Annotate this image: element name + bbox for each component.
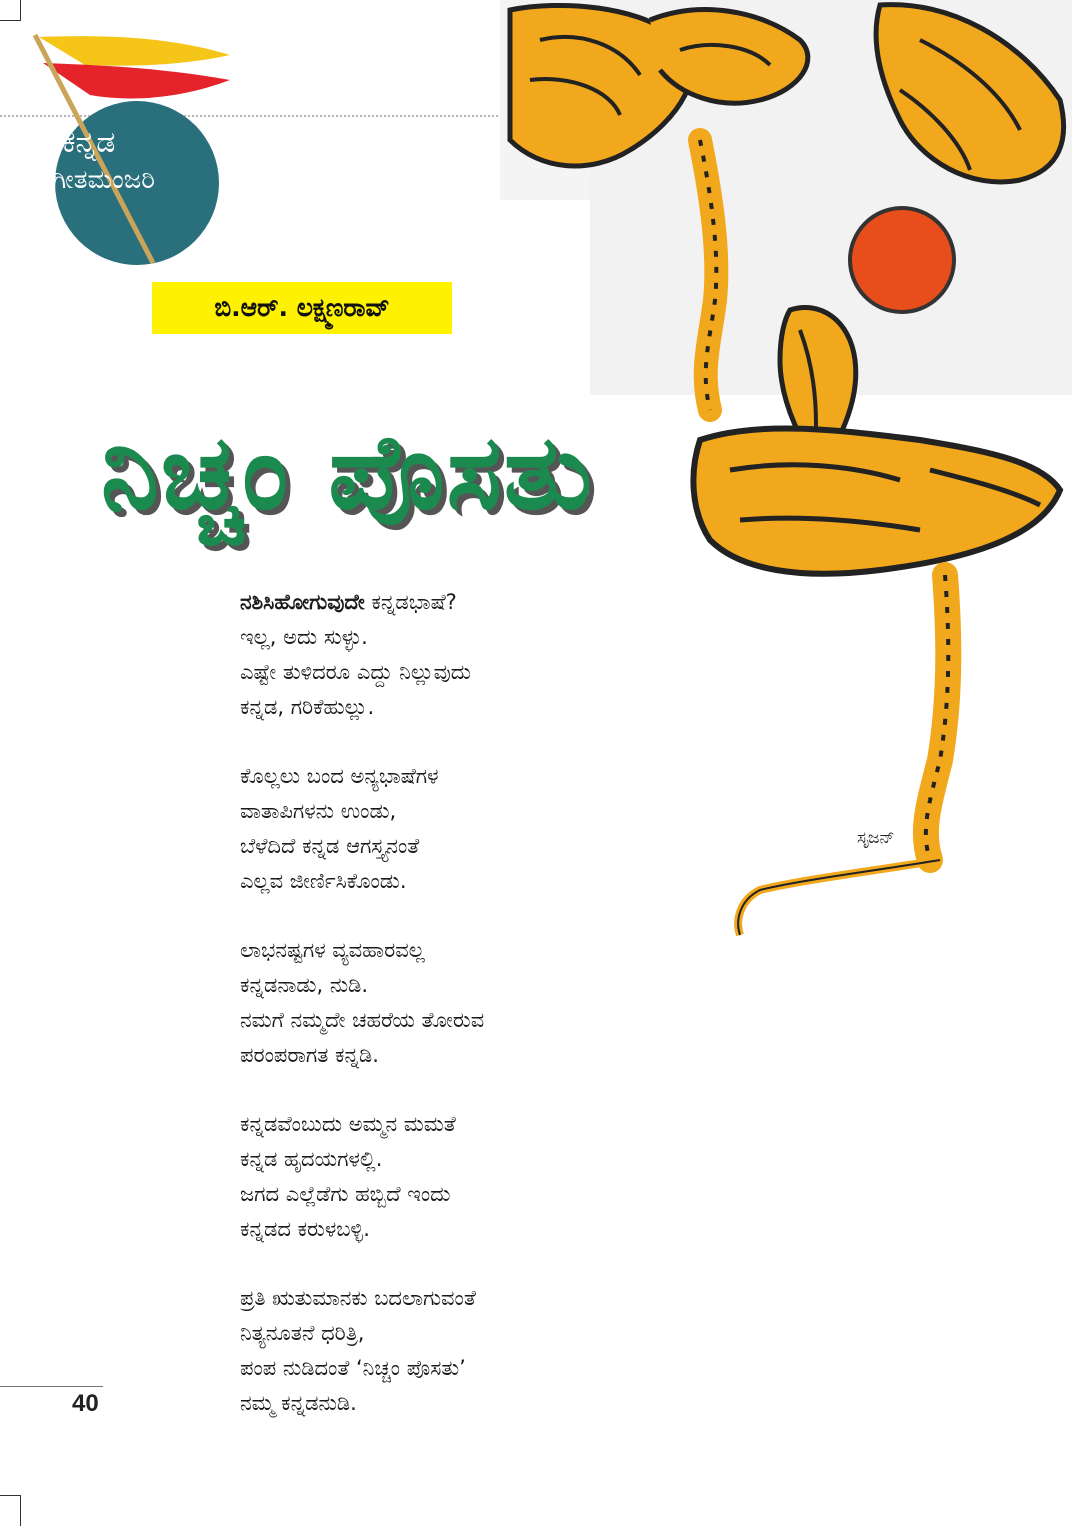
poem-line bbox=[240, 655, 660, 690]
poem-line-text: ಲಾಭನಷ್ಟಗಳ ವ್ಯವಹಾರವಲ್ಲ bbox=[240, 938, 425, 962]
poem-line bbox=[240, 620, 660, 655]
poem-line bbox=[240, 1386, 660, 1421]
poem-line bbox=[240, 1316, 660, 1351]
stanza bbox=[240, 1281, 660, 1421]
poem-line-text: ಬೆಳೆದಿದೆ ಕನ್ನಡ ಆಗಸ್ತ್ಯನಂತೆ bbox=[240, 834, 420, 858]
centipede-lower bbox=[926, 575, 948, 860]
poem-line-text: ನಿತ್ಯನೂತನೆ ಧರಿತ್ರಿ, bbox=[240, 1321, 365, 1345]
poem-line-text: ಪಂಪ ನುಡಿದಂತೆ ‘ನಿಚ್ಚಂ ಪೊಸತು’ bbox=[240, 1356, 466, 1380]
stanza bbox=[240, 933, 660, 1073]
poem-line bbox=[240, 585, 660, 620]
poem-line bbox=[240, 1351, 660, 1386]
poem-line-text: ಕನ್ನಡನಾಡು, ನುಡಿ. bbox=[240, 973, 369, 997]
poem-line bbox=[240, 690, 660, 725]
page-number: 40 bbox=[72, 1390, 99, 1417]
logo-text-geetamanjari: ಗೀತಮಂಜರಿ bbox=[52, 165, 155, 195]
crop-mark-top-left bbox=[0, 0, 21, 21]
poem-line bbox=[240, 794, 660, 829]
poem-line-text: ಎಲ್ಲವ ಜೀರ್ಣಿಸಿಕೊಂಡು. bbox=[240, 869, 407, 893]
poem-line-text: ಕನ್ನಡ, ಗರಿಕೆಹುಲ್ಲು. bbox=[240, 695, 375, 719]
poem-line-text: ಕೊಲ್ಲಲು ಬಂದ ಅನ್ಯಭಾಷೆಗಳ bbox=[240, 764, 439, 788]
poem-line-text: ಇಲ್ಲ, ಅದು ಸುಳ್ಳು. bbox=[240, 625, 368, 649]
page-number-rule bbox=[0, 1386, 103, 1387]
poem-line bbox=[240, 1038, 660, 1073]
author-name: ಬಿ.ಆರ್. ಲಕ್ಷ್ಮಣರಾವ್ bbox=[152, 282, 452, 334]
poem-line-text: ನಮ್ಮ ಕನ್ನಡನುಡಿ. bbox=[240, 1391, 357, 1415]
poem-line bbox=[240, 1212, 660, 1247]
tail-curve bbox=[738, 860, 940, 935]
poem-line-text: ಕನ್ನಡ ಹೃದಯಗಳಲ್ಲಿ. bbox=[240, 1147, 383, 1171]
poem-title: ನಿಚ್ಚಂ ಪೊಸತು bbox=[100, 410, 594, 533]
poem-line-text: ನಮಗೆ ನಮ್ಮದೇ ಚಹರೆಯ ತೋರುವ bbox=[240, 1008, 485, 1032]
logo-text-kannada: ಕನ್ನಡ bbox=[62, 125, 116, 160]
poem-line bbox=[240, 1281, 660, 1316]
poem-body bbox=[240, 585, 660, 1455]
poem-line-text: ಜಗದ ಎಲ್ಲೆಡೆಗು ಹಬ್ಬಿದೆ ಇಂದು bbox=[240, 1182, 451, 1206]
poem-line-text: ಕನ್ನಡಭಾಷೆ? bbox=[364, 590, 457, 614]
poem-line bbox=[240, 1177, 660, 1212]
poem-line-text: ಪರಂಪರಾಗತ ಕನ್ನಡಿ. bbox=[240, 1043, 379, 1067]
stanza bbox=[240, 1107, 660, 1247]
poem-line bbox=[240, 968, 660, 1003]
poem-line bbox=[240, 864, 660, 899]
sun bbox=[850, 208, 954, 312]
poem-line-text: ವಾತಾಪಿಗಳನು ಉಂಡು, bbox=[240, 799, 397, 823]
stanza bbox=[240, 759, 660, 899]
poem-line bbox=[240, 1142, 660, 1177]
poem-line-text: ಪ್ರತಿ ಋತುಮಾನಕು ಬದಲಾಗುವಂತೆ bbox=[240, 1286, 476, 1310]
crop-mark-bottom-left bbox=[0, 1495, 21, 1526]
poem-line-bold: ನಶಿಸಿಹೋಗುವುದೇ bbox=[240, 590, 365, 614]
illustration-credit: ಸೃಜನ್ bbox=[857, 828, 895, 848]
poem-line-text: ಎಷ್ಟೇ ತುಳಿದರೂ ಎದ್ದು ನಿಲ್ಲುವುದು bbox=[240, 660, 471, 684]
poem-line bbox=[240, 1003, 660, 1038]
stanza bbox=[240, 585, 660, 725]
poem-line bbox=[240, 829, 660, 864]
poem-line-text: ಕನ್ನಡವೆಂಬುದು ಅಮ್ಮನ ಮಮತೆ bbox=[240, 1112, 456, 1136]
kannada-flag-logo bbox=[25, 25, 255, 275]
poem-line-text: ಕನ್ನಡದ ಕರುಳಬಳ್ಳಿ. bbox=[240, 1217, 370, 1241]
middle-script bbox=[693, 428, 1060, 573]
poem-line bbox=[240, 1107, 660, 1142]
poem-line bbox=[240, 759, 660, 794]
poem-line bbox=[240, 933, 660, 968]
